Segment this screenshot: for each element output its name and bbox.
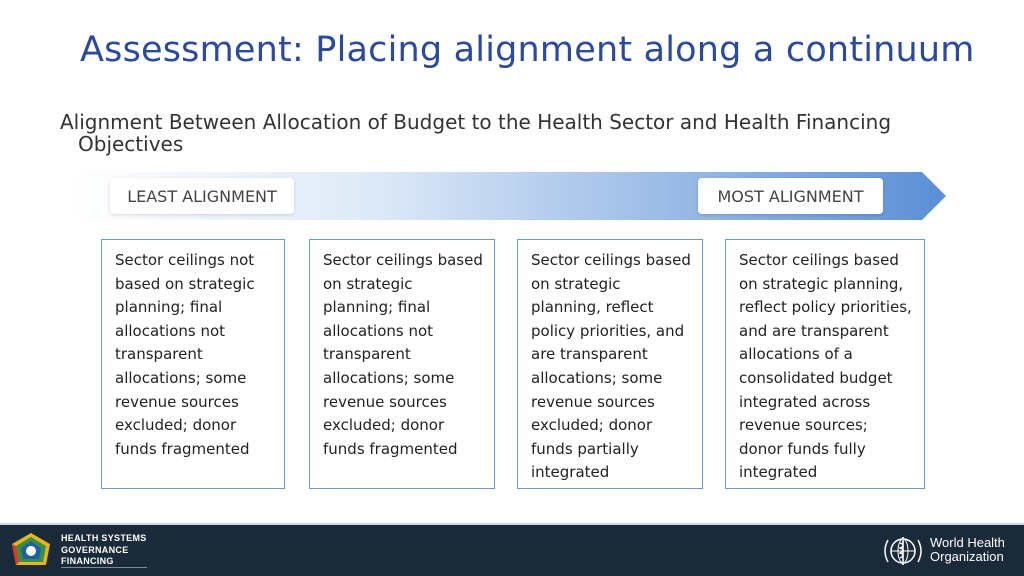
hsgf-logo-icon	[10, 532, 52, 570]
hsgf-line-1: HEALTH SYSTEMS	[61, 533, 147, 543]
hsgf-line-2: GOVERNANCE	[61, 544, 129, 555]
hsgf-logo-text	[61, 533, 147, 568]
subtitle-line-2: Objectives	[78, 132, 184, 156]
hsgf-line-3: FINANCING	[61, 556, 114, 566]
most-alignment-label: MOST ALIGNMENT	[698, 178, 883, 214]
alignment-box-1: Sector ceilings not based on strategic planning; final allocations not transparent allocations; some revenue sources excluded; donor funds fragmented	[101, 239, 285, 489]
alignment-box-4: Sector ceilings based on strategic planning, reflect policy priorities, and are transparent allocations of a consolidated budget integrated across revenue sources; donor funds fully integrated	[725, 239, 925, 489]
hsgf-underline	[61, 567, 147, 568]
footer-divider	[0, 523, 1024, 525]
alignment-box-2: Sector ceilings based on strategic planning; final allocations not transparent allocations; some revenue sources excluded; donor funds fragmented	[309, 239, 495, 489]
subtitle-line-1: Alignment Between Allocation of Budget to the Health Sector and Health Financing	[60, 110, 892, 134]
who-line-1: World Health	[930, 535, 1005, 550]
footer-bar	[0, 523, 1024, 576]
slide-title: Assessment: Placing alignment along a continuum	[80, 30, 975, 70]
who-logo-text	[930, 536, 1005, 564]
least-alignment-label: LEAST ALIGNMENT	[110, 178, 294, 214]
slide-subtitle	[60, 111, 960, 155]
who-emblem-icon	[880, 534, 926, 568]
alignment-box-3: Sector ceilings based on strategic planning, reflect policy priorities, and are transparent allocations; some revenue sources excluded; donor funds partially integrated	[517, 239, 703, 489]
who-line-2: Organization	[930, 549, 1004, 564]
